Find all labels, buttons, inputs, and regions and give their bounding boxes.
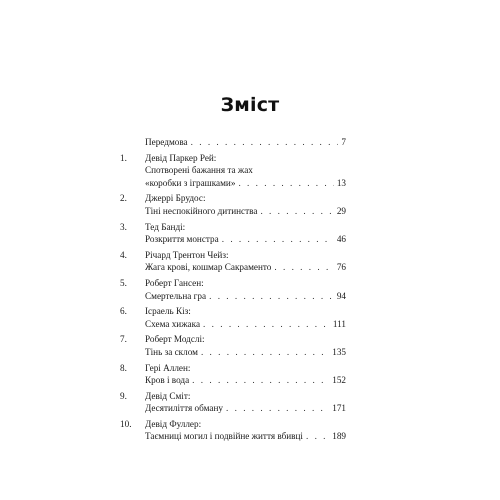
toc-entry-9 [120, 390, 346, 415]
dot-leader [192, 374, 329, 387]
toc-entry-author: Джеррі Брудос: [145, 193, 206, 204]
dot-leader [274, 261, 333, 274]
toc-entry-2 [120, 192, 346, 217]
toc-entry-title-cont: «коробки з іграшками» [145, 177, 236, 188]
toc-entry-4 [120, 249, 346, 274]
toc-entry-author: Тед Банді: [145, 221, 186, 232]
dot-leader [191, 136, 339, 149]
toc-entry-author: Гері Аллен: [145, 362, 191, 373]
toc-entry-title: Розкриття монстра [145, 234, 219, 245]
toc-entry-10 [120, 418, 346, 443]
toc-entry-3 [120, 221, 346, 246]
toc-entry-8 [120, 362, 346, 387]
toc-entry-number: 8. [120, 362, 127, 373]
toc-entry-title: Передмова [145, 137, 188, 147]
toc-entry-title: Тіні неспокійного дитинства [145, 205, 258, 216]
page-title: Зміст [220, 94, 280, 116]
toc-page-number: 94 [336, 290, 346, 301]
toc-entry-preface [120, 136, 346, 149]
dot-leader [260, 205, 333, 218]
toc-entry-1 [120, 152, 346, 190]
toc-entry-title: Смертельна гра [145, 290, 207, 301]
toc-entry-number: 10. [120, 418, 132, 429]
toc-entry-author: Ісраель Кіз: [145, 306, 191, 317]
dot-leader [201, 346, 329, 359]
toc-page-number: 7 [341, 137, 346, 147]
toc-entry-author: Девід Паркер Рей: [145, 152, 217, 163]
dot-leader [306, 430, 329, 443]
toc-entry-title: Спотворені бажання та жах [145, 165, 253, 176]
toc-entry-author: Девід Сміт: [145, 390, 191, 401]
toc-page-number: 13 [336, 177, 346, 188]
toc-entry-author: Роберт Модслі: [145, 334, 205, 345]
toc-page-number: 152 [332, 375, 346, 386]
dot-leader [209, 290, 334, 303]
toc-page-number: 46 [336, 234, 346, 245]
toc-page-number: 29 [336, 205, 346, 216]
toc-entry-author: Девід Фуллер: [145, 418, 202, 429]
toc-entry-number: 7. [120, 334, 127, 345]
toc-entry-author: Роберт Гансен: [145, 277, 204, 288]
dot-leader [226, 402, 329, 415]
toc-page-number: 189 [332, 431, 346, 442]
toc-entry-author: Річард Трентон Чейз: [145, 249, 229, 260]
toc-entry-number: 3. [120, 221, 127, 232]
toc-entry-number: 1. [120, 152, 127, 163]
table-of-contents [120, 136, 346, 446]
toc-entry-title: Таємниці могил і подвійне життя вбивці [145, 431, 303, 442]
dot-leader [222, 233, 334, 246]
dot-leader [238, 177, 333, 190]
toc-entry-number: 9. [120, 390, 127, 401]
toc-entry-title: Жага крові, кошмар Сакраменто [145, 262, 272, 273]
toc-entry-number: 2. [120, 193, 127, 204]
toc-entry-7 [120, 333, 346, 358]
toc-page-number: 76 [336, 262, 346, 273]
toc-entry-5 [120, 277, 346, 302]
toc-page-number: 171 [332, 403, 346, 414]
toc-page-number: 135 [332, 346, 346, 357]
toc-page-number: 111 [332, 318, 346, 329]
toc-entry-6 [120, 305, 346, 330]
toc-entry-number: 4. [120, 249, 127, 260]
toc-entry-title: Схема хижака [145, 318, 201, 329]
toc-entry-number: 6. [120, 306, 127, 317]
dot-leader [203, 318, 330, 331]
toc-entry-title: Десятиліття обману [145, 403, 224, 414]
toc-entry-number: 5. [120, 277, 127, 288]
toc-entry-title: Кров і вода [145, 375, 190, 386]
toc-entry-title: Тінь за склом [145, 346, 198, 357]
